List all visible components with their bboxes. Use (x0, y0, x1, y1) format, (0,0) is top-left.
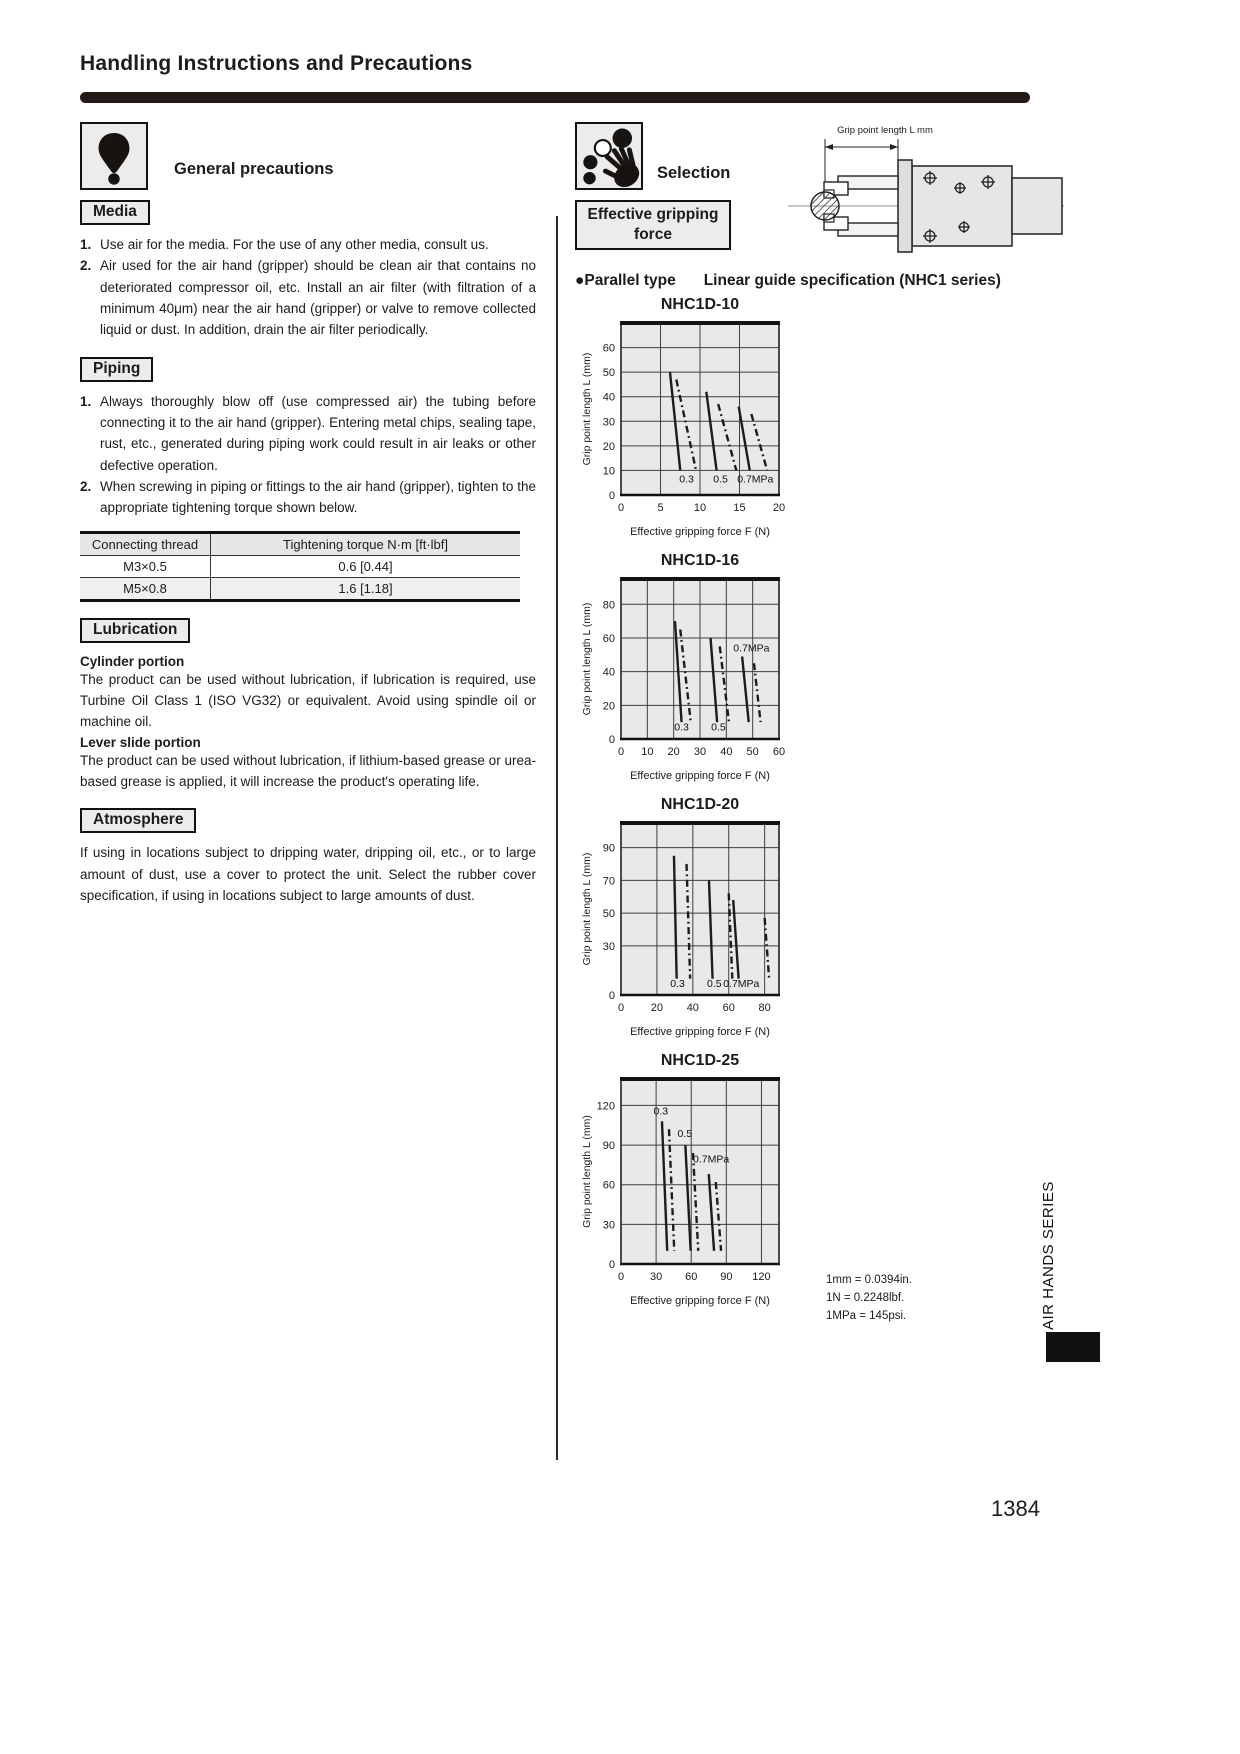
list-item (80, 234, 536, 255)
gripping-force-charts (577, 296, 809, 1315)
y-tick-label: 120 (596, 1100, 615, 1113)
conversion-note: 1mm = 0.0394in. (826, 1274, 912, 1286)
chart-nhc1d-16 (577, 552, 809, 790)
column-divider (556, 216, 558, 1460)
y-tick-label: 30 (602, 941, 615, 954)
chart-canvas (577, 572, 809, 785)
x-axis-label: Effective gripping force F (N) (630, 1026, 770, 1039)
item-number: 2. (80, 258, 92, 274)
y-tick-label: 60 (602, 1179, 615, 1192)
x-tick-label: 30 (649, 1271, 663, 1284)
x-tick-label: 5 (657, 502, 664, 515)
y-tick-label: 90 (602, 1140, 615, 1153)
chart-nhc1d-20 (577, 796, 809, 1046)
item-text: When screwing in piping or fittings to the air hand (gripper), tighten to the appropriate tightening torque shown below. (100, 478, 536, 516)
pressure-label: 0.3 (653, 1105, 669, 1118)
x-axis-label: Effective gripping force F (N) (630, 770, 770, 783)
side-tab-block (1046, 1332, 1100, 1362)
page-number: 1384 (991, 1496, 1040, 1521)
pressure-label: 0.5 (711, 721, 726, 734)
subsection-title: Cylinder portion (80, 653, 185, 669)
conversion-note: 1N = 0.2248lbf. (826, 1291, 905, 1304)
atmosphere-text: If using in locations subject to dripping water, dripping oil, etc., or to large amount of dust, use a cover to protect the unit. Select the rubber cover specification, if using in locations subject to large amounts of dust. (80, 845, 536, 903)
general-precautions-heading: General precautions (174, 159, 334, 178)
x-tick-label: 0 (617, 1002, 625, 1015)
x-tick-label: 120 (752, 1271, 771, 1284)
y-tick-label: 0 (608, 734, 615, 747)
lubrication-sections (80, 654, 536, 793)
pressure-label: 0.3 (679, 473, 694, 486)
bullet-icon: ● (575, 272, 585, 290)
y-tick-label: 40 (602, 391, 615, 404)
y-axis-label: Grip point length L (mm) (581, 1115, 593, 1229)
lubrication-label: Lubrication (80, 618, 190, 643)
y-axis-label: Grip point length L (mm) (581, 852, 593, 966)
chart-title: NHC1D-20 (660, 796, 740, 814)
pressure-label: 0.7MPa (737, 473, 774, 486)
pressure-label: 0.7MPa (733, 642, 770, 655)
chart-title: NHC1D-10 (660, 296, 740, 314)
table-header: Connecting thread (80, 532, 211, 555)
x-tick-label: 30 (693, 746, 707, 759)
piping-label: Piping (80, 357, 153, 382)
table-row (80, 577, 520, 600)
y-tick-label: 0 (608, 1259, 615, 1272)
chart-nhc1d-10 (577, 296, 809, 546)
chart-canvas (577, 816, 809, 1041)
list-item (80, 391, 536, 476)
y-tick-label: 20 (602, 700, 615, 713)
table-cell: 1.6 [1.18] (211, 577, 521, 600)
gripper-diagram (780, 122, 1070, 277)
type-heading: Parallel type (584, 272, 676, 290)
pressure-label: 0.7MPa (723, 978, 760, 991)
y-tick-label: 80 (602, 599, 615, 612)
table-cell: M3×0.5 (80, 555, 211, 577)
spec-heading: Linear guide specification (NHC1 series) (703, 272, 1001, 290)
conversion-note: 1MPa = 145psi. (826, 1309, 907, 1322)
y-tick-label: 10 (602, 465, 615, 478)
x-tick-label: 50 (746, 746, 759, 759)
subsection-text: The product can be used without lubrication, if lithium-based grease or urea-based grease is applied, it will increase the product's operating life. (80, 752, 536, 789)
piping-list (80, 391, 536, 519)
x-tick-label: 80 (758, 1002, 771, 1015)
table-header: Tightening torque N·m [ft·lbf] (211, 532, 521, 555)
item-number: 1. (80, 393, 92, 409)
selection-icon (575, 122, 643, 190)
left-column (80, 122, 536, 906)
page-title: Handling Instructions and Precautions (80, 52, 473, 75)
x-tick-label: 15 (733, 502, 746, 515)
y-tick-label: 20 (602, 441, 615, 454)
x-tick-label: 20 (650, 1002, 664, 1015)
dimension-label: Grip point length L mm (837, 125, 933, 136)
table-cell: M5×0.8 (80, 577, 211, 600)
chart-canvas (577, 316, 809, 541)
right-column (575, 122, 1075, 1321)
table-cell: 0.6 [0.44] (211, 555, 521, 577)
chart-title: NHC1D-25 (660, 1052, 740, 1070)
x-tick-label: 0 (617, 746, 625, 759)
y-tick-label: 30 (602, 416, 615, 429)
x-tick-label: 60 (722, 1002, 735, 1015)
y-tick-label: 70 (602, 875, 615, 888)
media-label: Media (80, 200, 150, 225)
y-tick-label: 40 (602, 666, 615, 679)
item-text: Use air for the media. For the use of any other media, consult us. (100, 237, 489, 252)
workpiece (811, 192, 839, 220)
x-tick-label: 10 (641, 746, 654, 759)
media-list (80, 234, 536, 341)
table-row (80, 555, 520, 577)
x-tick-label: 60 (772, 746, 786, 759)
item-number: 1. (80, 237, 92, 252)
tightening-torque-table (80, 531, 520, 602)
subsection-title: Lever slide portion (80, 734, 201, 750)
pressure-label: 0.5 (707, 978, 722, 991)
x-tick-label: 20 (667, 746, 680, 759)
item-number: 2. (80, 478, 92, 494)
y-tick-label: 0 (608, 490, 615, 503)
hand-icon (578, 125, 640, 187)
y-tick-label: 30 (602, 1219, 615, 1232)
pressure-label: 0.7MPa (693, 1153, 730, 1166)
y-tick-label: 50 (602, 367, 615, 380)
y-axis-label: Grip point length L (mm) (581, 602, 593, 716)
x-tick-label: 0 (617, 1271, 625, 1284)
exclamation-icon (80, 122, 148, 190)
x-tick-label: 40 (686, 1002, 699, 1015)
unit-conversion-notes (826, 1272, 912, 1325)
x-axis-label: Effective gripping force F (N) (630, 526, 770, 539)
subsection-text: The product can be used without lubrication, if lubrication is required, use Turbine Oil Class 1 (ISO VG32) or equivalent. Avoid using spindle oil or machine oil. (80, 671, 536, 730)
pressure-label: 0.3 (674, 721, 689, 734)
y-tick-label: 0 (608, 990, 615, 1003)
x-tick-label: 90 (720, 1271, 733, 1284)
y-axis-label: Grip point length L (mm) (581, 352, 593, 466)
chart-title: NHC1D-16 (660, 552, 740, 570)
effective-gripping-force-box: Effective gripping force (575, 200, 731, 250)
x-tick-label: 10 (693, 502, 707, 515)
chart-nhc1d-25 (577, 1052, 809, 1315)
side-tab-label: AIR HANDS SERIES (1040, 1181, 1057, 1330)
pressure-label: 0.3 (670, 978, 685, 991)
x-axis-label: Effective gripping force F (N) (630, 1295, 770, 1308)
list-item (80, 476, 536, 519)
selection-heading: Selection (657, 164, 731, 182)
pressure-label: 0.5 (713, 473, 728, 486)
y-tick-label: 50 (602, 908, 615, 921)
title-underline-bar (80, 92, 1030, 103)
x-tick-label: 40 (720, 746, 733, 759)
item-text: Air used for the air hand (gripper) should be clean air that contains no deteriorated compressor oil, etc. Install an air filter (with filtration of a minimum 40μm) near the air hand (gripper) or valve to remove collected liquid or dust. In addition, drain the air filter periodically. (100, 258, 536, 338)
list-item (80, 255, 536, 340)
x-tick-label: 60 (685, 1271, 698, 1284)
general-precautions-row (80, 122, 536, 190)
chart-canvas (577, 1072, 809, 1310)
x-tick-label: 20 (772, 502, 786, 515)
atmosphere-label: Atmosphere (80, 808, 196, 833)
item-text: Always thoroughly blow off (use compressed air) the tubing before connecting it to the air hand (gripper). Entering metal chips, sealing tape, rust, etc., generated during piping work could result in air leaks or other defective operation. (100, 393, 536, 473)
y-tick-label: 60 (602, 633, 615, 646)
pressure-label: 0.5 (677, 1128, 693, 1141)
y-tick-label: 90 (602, 842, 615, 855)
x-tick-label: 0 (617, 502, 625, 515)
y-tick-label: 60 (602, 342, 615, 355)
